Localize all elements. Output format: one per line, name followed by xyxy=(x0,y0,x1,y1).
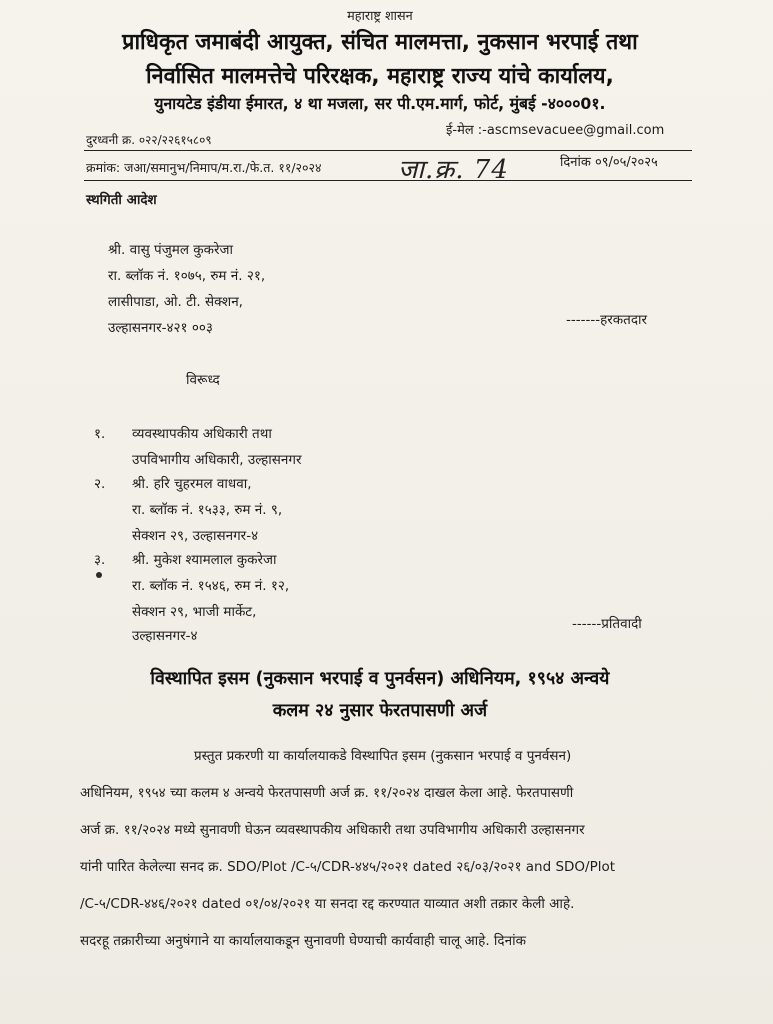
order-subject: स्थगिती आदेश xyxy=(86,192,157,208)
respondent-line: व्यवस्थापकीय अधिकारी तथा xyxy=(132,426,272,442)
body-line: सदरहू तक्रारीच्या अनुषंगाने या कार्यालयाकडून सुनावणी घेण्याची कार्यवाही चालू आहे. दिनांक xyxy=(80,933,526,949)
body-line: यांनी पारित केलेल्या सनद क्र. SDO/Plot /C-५/CDR-४४५/२०२१ dated २६/०३/२०२१ and SDO/Plot xyxy=(80,859,616,875)
objector-role: -------हरकतदार xyxy=(566,312,648,328)
reference-number: क्रमांक: जआ/समानुभ/निमाप/म.रा./फे.त. ११/२०२४ xyxy=(86,160,322,175)
office-title-line-1: प्राधिकृत जमाबंदी आयुक्त, संचित मालमत्ता, नुकसान भरपाई तथा xyxy=(122,30,638,55)
body-line: /C-५/CDR-४४६/२०२१ dated ०१/०४/२०२१ या सनदा रद्द करण्यात याव्यात अशी तक्रार केली आहे. xyxy=(80,896,575,912)
respondent-line: रा. ब्लॉक नं. १५३३, रुम नं. ९, xyxy=(132,502,283,518)
email-address: ई-मेल :-ascmsevacuee@gmail.com xyxy=(446,123,665,138)
respondent-line: सेक्शन २९, उल्हासनगर-४ xyxy=(132,528,259,544)
respondent-line: श्री. हरि चुहरमल वाधवा, xyxy=(132,476,252,492)
phone-number: दुरध्वनी क्र. ०२२/२२६१५८०९ xyxy=(86,133,212,147)
respondent-number: २. xyxy=(94,476,106,492)
respondent-line: उपविभागीय अधिकारी, उल्हासनगर xyxy=(132,452,302,468)
reference-divider-bottom xyxy=(84,180,692,181)
body-line: प्रस्तुत प्रकरणी या कार्यालयाकडे विस्थापित इसम (नुकसान भरपाई व पुनर्वसन) xyxy=(194,748,572,764)
body-line: अधिनियम, १९५४ च्या कलम ४ अन्वये फेरतपासणी अर्ज क्र. ११/२०२४ दाखल केला आहे. फेरतपासणी xyxy=(80,785,574,801)
respondent-number: ३. xyxy=(94,552,106,568)
government-label: महाराष्ट्र शासन xyxy=(347,9,413,24)
application-title-line-1: विस्थापित इसम (नुकसान भरपाई व पुनर्वसन) अधिनियम, १९५४ अन्वये xyxy=(150,668,610,689)
objector-line: उल्हासनगर-४२१ ००३ xyxy=(108,320,213,336)
ink-dot xyxy=(96,572,102,578)
respondent-line: रा. ब्लॉक नं. १५४६, रुम नं. १२, xyxy=(132,578,290,594)
body-line: अर्ज क्र. ११/२०२४ मध्ये सुनावणी घेऊन व्यवस्थापकीय अधिकारी तथा उपविभागीय अधिकारी उल्हासनगर xyxy=(80,822,585,838)
objector-line: श्री. वासु पंजुमल कुकरेजा xyxy=(108,242,234,258)
objector-line: रा. ब्लॉक नं. १०७५, रुम नं. २१, xyxy=(108,268,266,284)
application-title-line-2: कलम २४ नुसार फेरतपासणी अर्ज xyxy=(272,700,488,721)
office-address: युनायटेड इंडीया ईमारत, ४ था मजला, सर पी.एम.मार्ग, फोर्ट, मुंबई -४०००0१. xyxy=(154,94,606,113)
office-title-line-2: निर्वासित मालमत्तेचे परिरक्षक, महाराष्ट्र राज्य यांचे कार्यालय, xyxy=(146,64,614,89)
respondent-number: १. xyxy=(94,426,106,442)
respondent-line: सेक्शन २९, भाजी मार्केट, xyxy=(132,604,257,620)
objector-line: लासीपाडा, ओ. टी. सेक्शन, xyxy=(108,294,243,310)
handwritten-inward-number: जा.क्र. 74 xyxy=(398,155,509,185)
reference-divider-top xyxy=(84,150,692,151)
reference-date: दिनांक ०९/०५/२०२५ xyxy=(560,155,658,170)
respondent-line: उल्हासनगर-४ xyxy=(132,628,198,644)
respondent-line: श्री. मुकेश श्यामलाल कुकरेजा xyxy=(132,552,277,568)
versus-label: विरूध्द xyxy=(186,372,220,388)
respondent-role: ------प्रतिवादी xyxy=(572,616,642,632)
